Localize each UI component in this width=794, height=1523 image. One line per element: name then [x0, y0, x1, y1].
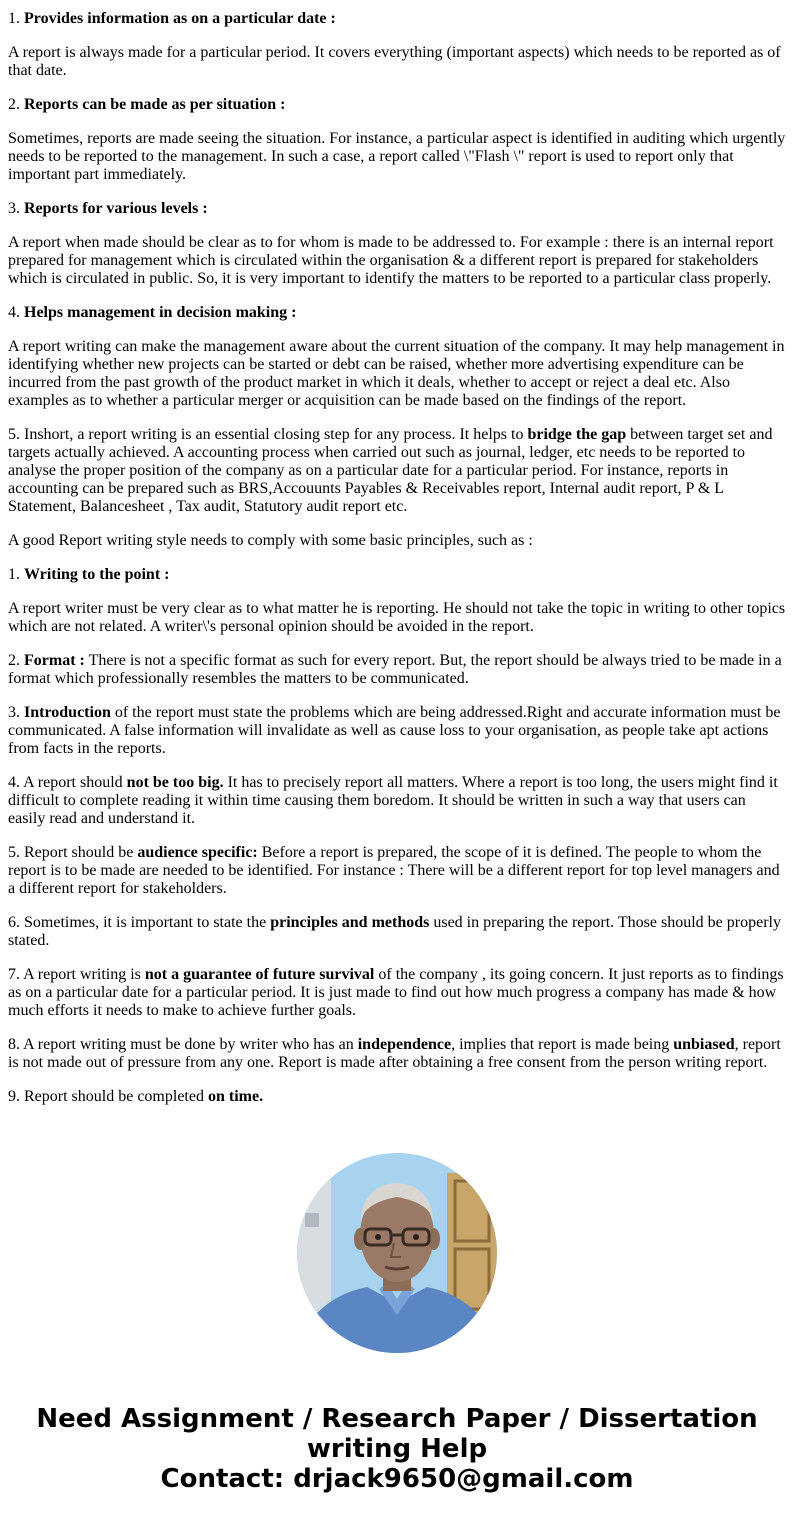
heading-4: 4. Helps management in decision making : — [8, 304, 297, 321]
heading-3: 3. Reports for various levels : — [8, 200, 208, 217]
paragraph-1: A report is always made for a particular period. It covers everything (important aspects) which needs to be reported as of that date. — [8, 44, 781, 79]
principle-2: 2. Format : There is not a specific format as such for every report. But, the report should be always tried to be made in a format which professionally resembles the matters to be communicated. — [8, 652, 782, 687]
principle-6: 6. Sometimes, it is important to state the principles and methods used in preparing the report. Those should be properly stated. — [8, 914, 781, 949]
paragraph-4: A report writing can make the management aware about the current situation of the company. It may help management in identifying whether new projects can be started or debt can be raised, whether more advertising expenditure can be incurred from the past growth of the product market in which it deals, whether to accept or reject a deal etc. Also examples as to whether a particular merger or acquisition can be made based on the findings of the report. — [8, 338, 785, 409]
principle-8: 8. A report writing must be done by writer who has an independence, implies that report is made being unbiased, report is not made out of pressure from any one. Report is made after obtaining a free consent from the person writing report. — [8, 1036, 781, 1071]
author-portrait — [297, 1153, 497, 1353]
footer-cta — [0, 1404, 794, 1494]
principle-4: 4. A report should not be too big. It has to precisely report all matters. Where a report is too long, the users might find it difficult to complete reading it within time causing them boredom. It should be written in such a way that users can easily read and understand it. — [8, 774, 778, 827]
principle-3: 3. Introduction of the report must state the problems which are being addressed.Right and accurate information must be communicated. A false information will invalidate as well as cause loss to your organisation, as people take apt actions from facts in the reports. — [8, 704, 781, 757]
principle-7: 7. A report writing is not a guarantee of future survival of the company , its going concern. It just reports as to findings as on a particular date for a particular period. It is just made to find out how much progress a company has made & how much efforts it needs to make to achieve further goals. — [8, 966, 784, 1019]
author-avatar — [297, 1153, 497, 1353]
principle-1-body: A report writer must be very clear as to what matter he is reporting. He should not take the topic in writing to other topics which are not related. A writer\'s personal opinion should be avoided in the report. — [8, 600, 786, 635]
paragraph-3: A report when made should be clear as to for whom is made to be addressed to. For example : there is an internal report prepared for management which is circulated within the organisation & a different report is prepared for stakeholders which is circulated in public. So, it is very important to identify the matters to be reported to a particular class properly. — [8, 234, 774, 287]
article-body — [8, 10, 786, 1122]
principle-9: 9. Report should be completed on time. — [8, 1088, 264, 1105]
footer-help-text: Need Assignment / Research Paper / Dissertation writing Help — [36, 1404, 758, 1464]
paragraph-5: 5. Inshort, a report writing is an essential closing step for any process. It helps to bridge the gap between target set and targets actually achieved. A accounting process when carried out such as journal, ledger, etc needs to be reported to analyse the proper position of the company as on a particular date for a particular period. For instance, reports in accounting can be prepared such as BRS,Accouunts Payables & Receivables report, Internal audit report, P & L Statement, Balancesheet , Tax audit, Statutory audit report etc. — [8, 426, 773, 515]
principle-1-heading: 1. Writing to the point : — [8, 566, 170, 583]
principles-intro: A good Report writing style needs to comply with some basic principles, such as : — [8, 532, 533, 549]
paragraph-2: Sometimes, reports are made seeing the situation. For instance, a particular aspect is identified in auditing which urgently needs to be reported to the management. In such a case, a report called \"Flash \" report is used to report only that important part immediately. — [8, 130, 786, 183]
principle-5: 5. Report should be audience specific: Before a report is prepared, the scope of it is defined. The people to whom the report is to be made are needed to be identified. For instance : There will be a different report for top level managers and a different report for stakeholders. — [8, 844, 780, 897]
footer-contact[interactable]: Contact: drjack9650@gmail.com — [160, 1464, 634, 1494]
heading-1: 1. Provides information as on a particular date : — [8, 10, 336, 27]
heading-2: 2. Reports can be made as per situation : — [8, 96, 286, 113]
